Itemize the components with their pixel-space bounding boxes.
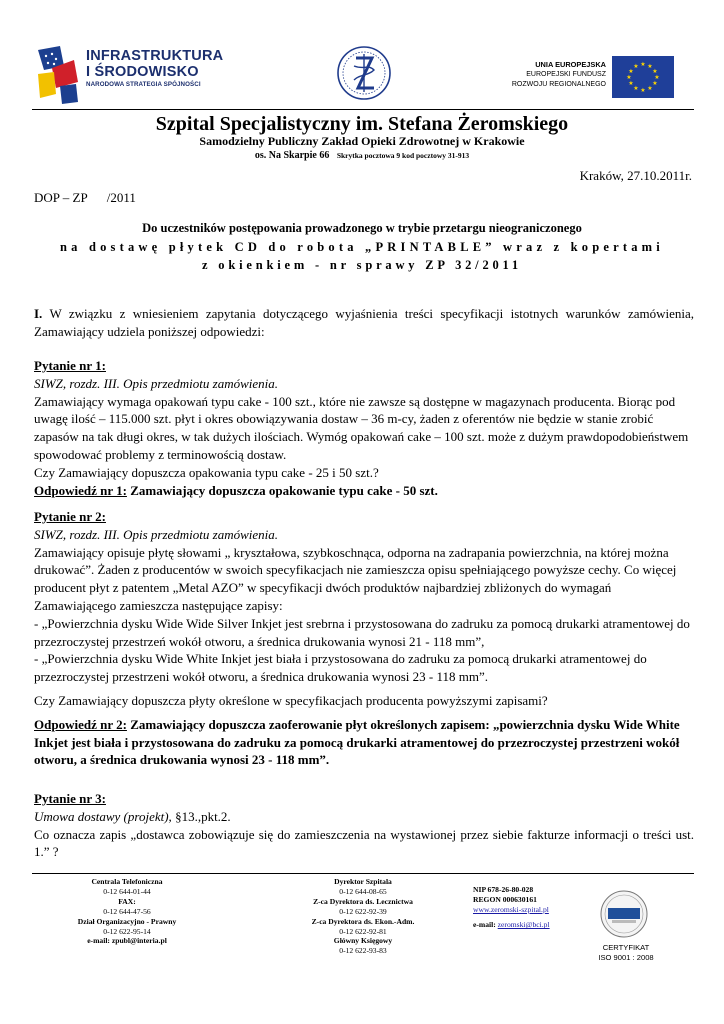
question-2-section: SIWZ, rozdz. III. Opis przedmiotu zamówienia. [34, 526, 278, 542]
footer-email-link[interactable]: zeromski@bci.pl [497, 920, 550, 930]
addressee-line-1: Do uczestników postępowania prowadzonego w trybie przetargu nieograniczonego [142, 221, 582, 235]
question-2-heading: Pytanie nr 2: [34, 509, 106, 524]
footer-c1-line: 0-12 644-01-44 [103, 886, 151, 896]
hospital-title: Szpital Specjalistyczny im. Stefana Żeromskiego [155, 113, 569, 135]
eu-fund-text [478, 60, 606, 90]
answer-2 [34, 716, 694, 769]
svg-text:★: ★ [652, 68, 658, 75]
footer-c2-line: Z-ca Dyrektora ds. Ekon.-Adm. [311, 916, 415, 926]
question-2-question: Czy Zamawiający dopuszcza płyty określone w specyfikacjach producenta powyższymi zapisami? [34, 692, 548, 708]
footer-regon: REGON 000630161 [473, 894, 537, 904]
footer-c1-line: FAX: [118, 896, 136, 906]
infrastruktura-emblem-icon [34, 40, 86, 106]
hospital-address [30, 150, 694, 162]
question-3-heading: Pytanie nr 3: [34, 791, 106, 806]
answer-2-label: Odpowiedź nr 2: [34, 716, 127, 732]
eu-flag-icon [612, 56, 674, 98]
question-3-section-rest: §13.,pkt.2. [171, 808, 231, 824]
addressee-line-3: z okienkiem - nr sprawy ZP 32/2011 [202, 258, 522, 272]
answer-1 [34, 482, 694, 500]
footer-c1-line: Centrala Telefoniczna [91, 877, 163, 886]
address-main: os. Na Skarpie 66 [254, 150, 330, 161]
footer-c2-line: 0-12 622-93-83 [339, 946, 387, 956]
infrastruktura-logo [34, 40, 224, 106]
footer-c2-line: 0-12 622-92-81 [339, 926, 387, 936]
svg-text:★: ★ [647, 63, 653, 70]
svg-text:★: ★ [633, 85, 639, 92]
svg-text:★: ★ [652, 80, 658, 87]
intro-text: W związku z wniesieniem zapytania dotyczącego wyjaśnienia treści specyfikacji istotnych warunków zamówienia, Zamawiający udziela poniższej odpowiedzi: [34, 306, 694, 339]
footer-c2-line: 0-12 622-92-39 [339, 906, 387, 916]
header-divider [32, 109, 694, 110]
footer-c1-line: 0-12 644-47-56 [103, 906, 151, 916]
intro-paragraph [34, 305, 694, 341]
question-2-item-1: - „Powierzchnia dysku Wide Wide Silver Inkjet jest srebrna i przystosowana do zadruku za pomocą drukarki atramentowej do przezroczystej przestrzeń wokół otworu, a średnica drukowania wynosi 21 - 118 mm”, [34, 615, 690, 649]
answer-2-text: Zamawiający dopuszcza zaoferowanie płyt określonych zapisem: „powierzchnia dysku Wide White Inkjet jest biała i przystosowana do zadruku za pomocą drukarki atramentowej do przezroczystej przestrzeni wokół otworu, a średnica drukowania wynosi 23 - 118 mm”. [34, 716, 680, 768]
certificate-caption [590, 943, 662, 963]
svg-text:★: ★ [640, 87, 646, 94]
question-1-block [34, 357, 694, 499]
address-extra: Skrytka pocztowa 9 kod pocztowy 31-913 [336, 151, 470, 160]
footer-email-label: e-mail: [473, 920, 498, 930]
svg-text:★: ★ [640, 61, 646, 68]
question-3-section-line [34, 808, 694, 826]
footer-c1-line: Dział Organizacyjno - Prawny [77, 916, 177, 926]
logo-line-2: I ŚRODOWISKO [86, 64, 199, 80]
question-2-block [34, 508, 694, 769]
footer-c2-line: Z-ca Dyrektora ds. Lecznictwa [313, 896, 413, 906]
certificate-line-2: ISO 9001 : 2008 [598, 953, 654, 962]
svg-text:★: ★ [633, 63, 639, 70]
answer-1-text: Zamawiający dopuszcza opakowanie typu cake - 50 szt. [126, 482, 438, 498]
question-1-body: Zamawiający wymaga opakowań typu cake - 100 szt., które nie zawsze są dostępne w magazynach producenta. Biorąc pod uwagę ilość – 115.000 szt. płyt i okres obowiązywania dostaw – 36 m-cy, żaden z oferentów nie będzie w stanie zrobić zapasów na tak długi okres, w tak dużych ilościach. Wymóg opakowań cake – 100 szt. może z dużym prawdopodobieństwem spowodować problemy z terminowością dostaw. [34, 393, 689, 462]
letter-reference: DOP – ZP /2011 [34, 190, 136, 205]
footer-divider [32, 873, 694, 874]
question-1-section: SIWZ, rozdz. III. Opis przedmiotu zamówienia. [34, 375, 278, 391]
svg-text:★: ★ [628, 80, 634, 87]
svg-text:★: ★ [628, 68, 634, 75]
hospital-emblem [334, 44, 394, 102]
intro-label: I. [34, 306, 43, 321]
hospital-emblem-icon [334, 44, 394, 102]
footer-nip: NIP 678-26-80-028 [473, 885, 534, 894]
question-1-heading: Pytanie nr 1: [34, 358, 106, 373]
footer-c2-line: Dyrektor Szpitala [334, 877, 392, 886]
svg-text:★: ★ [626, 74, 632, 81]
footer-c1-line: e-mail: zpubl@interia.pl [87, 936, 167, 946]
question-2-body: Zamawiający opisuje płytę słowami „ kryształowa, szybkoschnąca, odporna na zadrapania powierzchnia, na której można drukować”. Żaden z producentów w swoich specyfikacjach nie zamieszcza opisu spełniającego powyższe cechy. Co więcej producent płyt z patentem „Metal AZO” w specyfikacji dwóch produktów najbardziej zbliżonych do wymagań Zamawiającego zamieszcza następujące zapisy: [34, 544, 677, 613]
footer-company-info [473, 885, 593, 930]
eu-line-3: ROZWOJU REGIONALNEGO [511, 81, 606, 88]
footer-c2-line: Główny Księgowy [333, 936, 393, 946]
question-2-item-2: - „Powierzchnia dysku Wide White Inkjet jest biała i przystosowana do zadruku za pomocą drukarki atramentowej do przezroczystej przestrzeni wokół otworu, a średnica drukowania wynosi 23 - 118 mm”. [34, 651, 647, 685]
footer-website-link[interactable]: www.zeromski-szpital.pl [473, 904, 549, 914]
certificate-line-1: CERTYFIKAT [602, 943, 650, 952]
footer-contacts-col-2 [292, 877, 434, 956]
logo-line-3: NARODOWA STRATEGIA SPÓJNOŚCI [86, 81, 201, 88]
eu-line-2: EUROPEJSKI FUNDUSZ [526, 71, 606, 78]
question-1-question: Czy Zamawiający dopuszcza opakowania typu cake - 25 i 50 szt.? [34, 464, 379, 480]
footer-c2-line: 0-12 644-08-65 [339, 886, 387, 896]
question-3-section: Umowa dostawy (projekt), [34, 808, 172, 824]
hospital-subtitle: Samodzielny Publiczny Zakład Opieki Zdrowotnej w Krakowie [199, 134, 525, 148]
footer-contacts-col-1 [62, 877, 192, 946]
svg-text:★: ★ [647, 85, 653, 92]
letter-date: Kraków, 27.10.2011r. [579, 168, 692, 183]
addressee-line-2: na dostawę płytek CD do robota „PRINTABLE” wraz z kopertami [60, 240, 664, 254]
question-3-block [34, 790, 694, 861]
svg-text:★: ★ [654, 74, 660, 81]
footer-c1-line: 0-12 622-95-14 [103, 926, 151, 936]
question-3-body: Co oznacza zapis „dostawca zobowiązuje się do zamieszczenia na wystawionej przez siebie fakturze informacji o treści ust. 1.” ? [34, 826, 694, 860]
tuv-nord-certificate-icon [600, 890, 648, 938]
logo-line-1: INFRASTRUKTURA [86, 48, 224, 64]
eu-line-1: UNIA EUROPEJSKA [535, 60, 606, 69]
answer-1-label: Odpowiedź nr 1: [34, 482, 127, 498]
